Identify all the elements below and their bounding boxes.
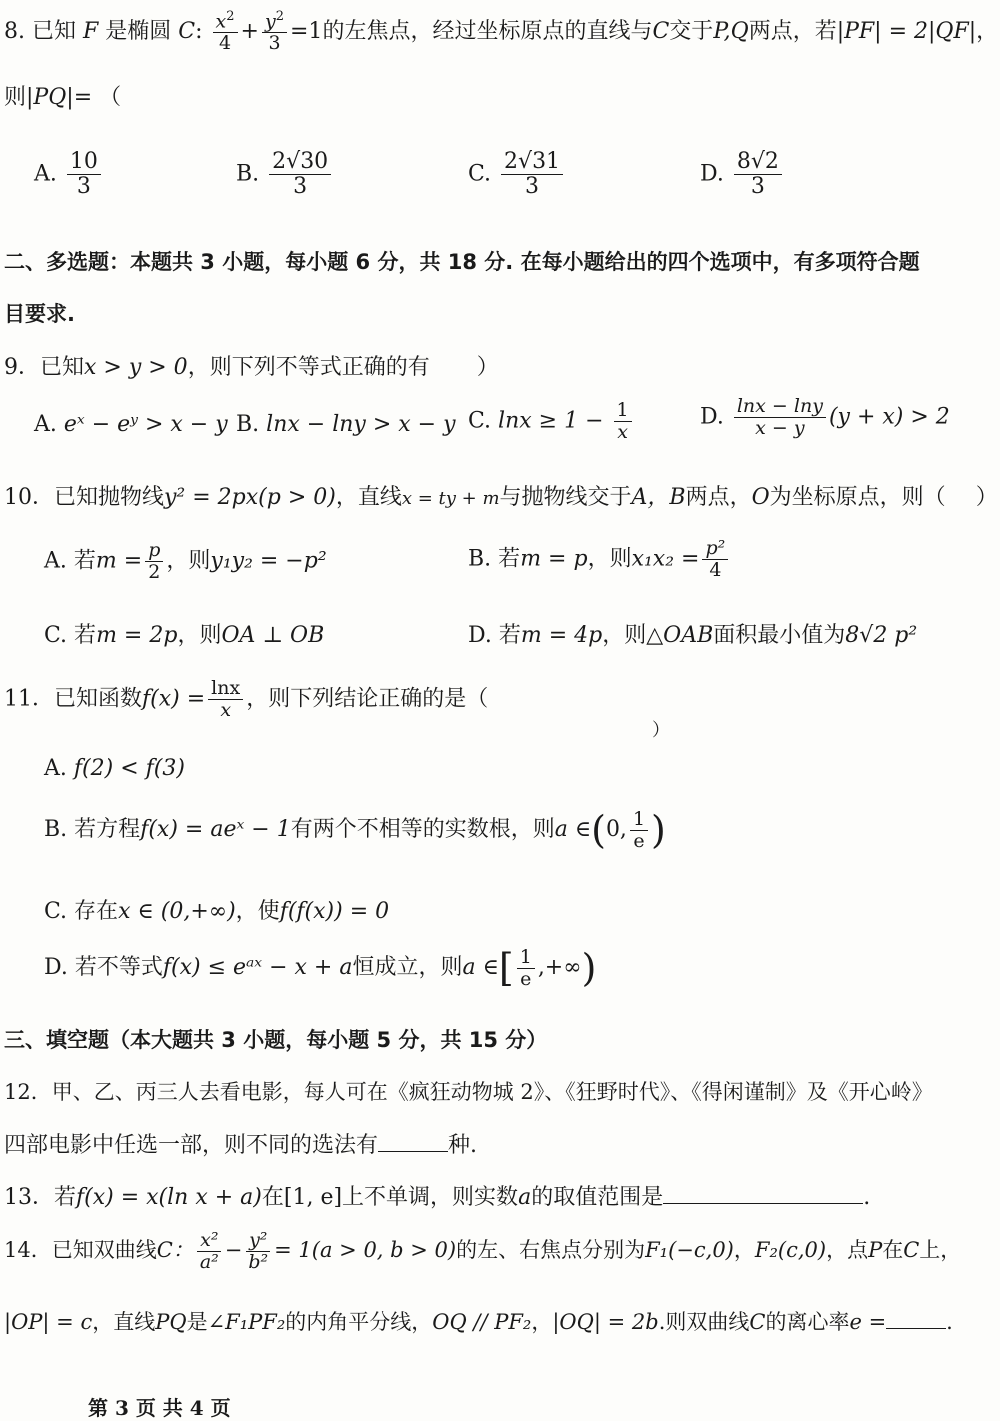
frac-den: 3 (76, 174, 91, 200)
q8-var-C: C (652, 19, 670, 45)
option-text: 若 (73, 548, 96, 574)
option-expr: △OAB (646, 623, 714, 648)
q10-option-b[interactable] (468, 538, 731, 581)
frac-den: 3 (525, 174, 540, 200)
q14-text: 是 (186, 1310, 208, 1334)
option-label: B. (44, 817, 68, 842)
q8-frac-num: y (264, 10, 276, 33)
q10-line-eq: x = ty + m (401, 488, 500, 509)
frac-num: x² (197, 1230, 221, 1252)
q14-curve-ref: C (903, 1237, 920, 1262)
option-text: 若 (498, 546, 521, 572)
option-expr: 8√2 p² (845, 623, 918, 648)
q8-frac-num: x (215, 10, 227, 33)
option-label: B. (468, 546, 492, 572)
q13-var-a: a (518, 1185, 532, 1210)
option-fraction (269, 150, 331, 199)
frac-num: 1 (517, 947, 535, 969)
q8-var-F: F (83, 19, 99, 45)
q10-stem (4, 480, 998, 511)
q11-option-a[interactable] (44, 756, 185, 781)
q14-focus2: F₂(c,0) (754, 1237, 827, 1262)
q8-text: 已知 (32, 19, 77, 45)
q11-text: ，则下列结论正确的是（ (246, 686, 489, 712)
q13-text: 13．若 (4, 1185, 76, 1210)
frac-num: y² (246, 1230, 270, 1252)
option-expr: (y + x) > 2 (828, 404, 950, 430)
option-label: D. (700, 404, 724, 430)
q8-var-C: C (178, 19, 196, 45)
answer-blank[interactable] (663, 1183, 863, 1204)
option-label: D. (468, 623, 492, 648)
frac-num: 1 (630, 809, 648, 831)
option-label: C. (468, 408, 492, 434)
q13-line (4, 1180, 870, 1211)
q10-points: A，B (631, 485, 686, 510)
paren-close: ) (581, 946, 597, 990)
q14-parallel: OQ // PF₂ (432, 1310, 532, 1334)
frac-den: x (220, 698, 232, 721)
q9-option-b[interactable] (236, 412, 456, 437)
q12-text: 种. (448, 1133, 478, 1158)
q14-text: ，点 (826, 1237, 869, 1262)
q10-parabola: y² = 2px(p > 0) (164, 485, 336, 510)
q8-frac-x: $\frac{x^2}{4}$ (213, 10, 238, 54)
q13-text: 的取值范围是 (531, 1185, 664, 1210)
frac-den: e (633, 829, 645, 852)
frac-num: p² (702, 538, 728, 560)
option-text: 恒成立，则 (352, 955, 463, 980)
option-expr: OA ⊥ OB (221, 623, 325, 648)
q9-paren: ） (476, 355, 499, 380)
q10-text: 与抛物线交于 (499, 485, 632, 510)
frac-den: a² (199, 1250, 219, 1273)
option-label: C. (468, 161, 492, 187)
option-label: A. (34, 412, 57, 437)
q8-text: ， (976, 19, 999, 45)
q8-text: 是椭圆 (105, 19, 172, 45)
option-label: C. (44, 623, 68, 648)
option-expr: a ∈ (554, 817, 592, 842)
option-expr: eˣ − eʸ > x − y (63, 412, 228, 437)
q8-condition: |PF| = 2|QF| (836, 19, 977, 45)
q8-frac-y: $\frac{y^2}{3}$ (262, 10, 287, 54)
q9-text: 9．已知 (4, 355, 84, 380)
q14-text: 的离心率 (765, 1310, 850, 1334)
q13-text: 在 (261, 1185, 284, 1210)
option-expr: f(x) ≤ eᵃˣ − x + a (162, 955, 353, 980)
q11-stem (4, 678, 488, 721)
q14-text: 的内角平分线， (285, 1310, 433, 1334)
section2-header-line1: 二、多选题：本题共 3 小题，每小题 6 分，共 18 分. 在每小题给出的四个选项中，有多项符合题 (4, 250, 920, 274)
q11-func: f(x) = (142, 686, 206, 712)
section3-header: 三、填空题（本大题共 3 小题，每小题 5 分，共 15 分） (4, 1028, 548, 1052)
option-fraction (501, 150, 563, 199)
frac-num: 2√30 (269, 150, 331, 175)
option-expr: 0, (605, 817, 627, 842)
option-text: ，使 (235, 899, 280, 924)
q8-option-b[interactable] (236, 150, 334, 199)
frac-num: 1 (614, 400, 632, 422)
q9-text: ，则下列不等式正确的有 (187, 355, 430, 380)
q8-number: 8. (4, 19, 25, 45)
q8-option-d[interactable] (700, 150, 785, 199)
q8-eq: =1 (290, 19, 323, 45)
option-fraction (734, 396, 826, 439)
option-text: 面积最小值为 (713, 623, 846, 648)
q10-text: ，直线 (335, 485, 402, 510)
q9-option-c[interactable] (468, 400, 635, 443)
q11-option-c[interactable] (44, 894, 389, 925)
option-label: A. (44, 756, 67, 781)
q14-text: ， (531, 1310, 553, 1334)
option-expr: lnx ≥ 1 − (498, 408, 604, 434)
q8-text: 则 (4, 85, 27, 110)
answer-blank[interactable] (886, 1308, 946, 1329)
frac-den: x − y (755, 416, 805, 439)
frac-den: 3 (293, 174, 308, 200)
option-fraction (734, 150, 782, 199)
q14-point-P: P (868, 1237, 883, 1262)
option-label: B. (236, 161, 260, 187)
option-label: A. (44, 548, 67, 574)
q14-angle: ∠F₁PF₂ (207, 1310, 286, 1334)
q14-line-PQ: PQ (155, 1310, 187, 1334)
paren-close: ) (651, 808, 666, 852)
q9-option-a[interactable] (34, 412, 228, 437)
option-label: D. (700, 161, 724, 187)
q12-line2 (4, 1128, 477, 1159)
option-label: A. (34, 161, 57, 187)
q10-option-d[interactable] (468, 618, 917, 649)
frac-num: 8√2 (734, 150, 782, 175)
option-expr: x ∈ (0,+∞) (118, 899, 236, 924)
q11-option-b[interactable] (44, 808, 666, 852)
frac-den: e (520, 967, 532, 990)
frac-num: 2√31 (501, 150, 563, 175)
option-expr: a ∈ (462, 955, 499, 980)
q8-text: 的左焦点，经过坐标原点的直线与 (322, 19, 653, 45)
answer-blank[interactable] (378, 1131, 448, 1152)
q14-text: . (946, 1310, 953, 1334)
option-text: 若方程 (74, 817, 141, 842)
option-expr: ,+∞ (537, 955, 582, 980)
q8-text: 两点，若 (748, 19, 837, 45)
q14-text: ，直线 (92, 1310, 156, 1334)
q10-text: 两点， (685, 485, 752, 510)
q11-fraction (208, 678, 243, 721)
option-expr: m = 2p (96, 623, 178, 648)
q8-text: 交于 (669, 19, 714, 45)
option-expr: x₁x₂ = (631, 546, 700, 572)
q14-text: .则双曲线 (658, 1310, 750, 1334)
option-expr: f(2) < f(3) (73, 756, 185, 781)
q10-option-a[interactable] (44, 540, 327, 583)
q12-line1: 12．甲、乙、丙三人去看电影，每人可在《疯狂动物城 2》、《狂野时代》、《得闲谨制》及《开心岭》 (4, 1080, 933, 1104)
q14-eq: = 1(a > 0, b > 0) (274, 1237, 457, 1262)
page-footer: 第 3 页 共 4 页 (88, 1396, 231, 1420)
q14-line1: 14．已知双曲线C： $\frac{\text{x²}}{\text{a²}}$ − $\frac{\text{y²}}{\text{b²}}$ = 1(a > 0, b > 0)的左、右焦点分别为F₁(−c,0)，F₂(c,0)，点P在C上， (4, 1229, 962, 1273)
q8-var-PQ: P,Q (713, 19, 749, 45)
q14-line2 (4, 1306, 953, 1336)
option-expr: f(x) = aeˣ − 1 (140, 817, 291, 842)
section2-header-line2: 目要求. (4, 302, 75, 326)
q10-origin: O (751, 485, 770, 510)
q9-stem (4, 350, 499, 381)
frac-den: x (617, 420, 628, 443)
q14-text: 的左、右焦点分别为 (456, 1237, 646, 1262)
q14-OP: |OP| = c (4, 1310, 93, 1334)
option-expr: f(f(x)) = 0 (279, 899, 390, 924)
q11-paren: ） (652, 720, 670, 741)
option-text: ，则 (166, 548, 211, 574)
option-fraction (517, 947, 535, 990)
option-expr: m = 4p (520, 623, 603, 648)
option-fraction (702, 538, 728, 581)
q11-text: 11．已知函数 (4, 686, 142, 712)
q8-option-a[interactable] (34, 150, 104, 199)
q8-frac-den: 4 (219, 32, 232, 55)
option-label: D. (44, 955, 68, 980)
option-expr: m = p (520, 546, 588, 572)
option-text: 存在 (74, 899, 119, 924)
q14-text: ， (733, 1237, 755, 1262)
option-fraction (67, 150, 101, 199)
option-expr: m = (95, 548, 143, 574)
q10-text: 为坐标原点，则（ (769, 485, 946, 510)
option-fraction (630, 809, 648, 852)
frac-num: lnx (208, 678, 243, 700)
q12-text: 四部电影中任选一部，则不同的选法有 (4, 1133, 379, 1158)
option-text: 若不等式 (74, 955, 163, 980)
option-label: B. (236, 412, 260, 437)
option-expr: lnx − lny > x − y (266, 412, 456, 437)
q14-fraction-y (245, 1230, 271, 1273)
q8-text: = （ (73, 85, 122, 110)
q14-curve: C： (156, 1237, 194, 1262)
q14-text: 14．已知双曲线 (4, 1237, 157, 1262)
q8-frac-den: 3 (268, 32, 281, 55)
frac-num: lnx − lny (734, 396, 826, 418)
q13-interval: [1, e] (283, 1185, 343, 1210)
q8-option-c[interactable] (468, 150, 566, 199)
bracket-open: [ (498, 946, 514, 990)
q8-line2 (4, 80, 121, 111)
option-text: 有两个不相等的实数根，则 (290, 817, 555, 842)
option-text: ，则 (177, 623, 222, 648)
q9-condition: x > y > 0 (84, 355, 188, 380)
option-fraction (614, 400, 632, 443)
option-text: ，则 (602, 623, 647, 648)
q9-option-d[interactable] (700, 396, 950, 439)
q10-text: 10．已知抛物线 (4, 485, 164, 510)
option-label: C. (44, 899, 68, 924)
option-text: ，则 (587, 546, 632, 572)
q10-paren: ） (975, 485, 998, 510)
q13-text: 上不单调，则实数 (342, 1185, 519, 1210)
frac-den: 4 (709, 558, 722, 581)
option-text: 若 (74, 623, 97, 648)
q11-option-d[interactable] (44, 946, 596, 990)
q8-PQ-abs: |PQ| (26, 85, 74, 110)
q8-line1: 8. 已知 F 是椭圆 C: $\frac{x^2}{4}$ + $\frac{y^2}{3}$ =1的左焦点，经过坐标原点的直线与C交于P,Q两点，若|PF| = 2|QF|， (4, 9, 999, 55)
frac-den: b² (248, 1250, 269, 1273)
frac-den: 2 (148, 560, 161, 583)
q14-eccentricity: e = (849, 1310, 887, 1334)
option-text: 若 (498, 623, 521, 648)
q13-func: f(x) = x(ln x + a) (76, 1185, 262, 1210)
q14-focus1: F₁(−c,0) (645, 1237, 734, 1262)
frac-num: p (145, 540, 163, 562)
option-fraction (145, 540, 163, 583)
frac-num: 10 (67, 150, 101, 175)
q14-text: 在 (882, 1237, 904, 1262)
q14-curve-ref: C (749, 1310, 766, 1334)
q10-option-c[interactable] (44, 618, 324, 649)
frac-den: 3 (750, 174, 765, 200)
q14-text: 上， (919, 1237, 962, 1262)
option-expr: y₁y₂ = −p² (210, 548, 327, 574)
q13-text: . (863, 1185, 871, 1210)
q14-fraction-x (197, 1230, 222, 1273)
paren-open: ( (591, 808, 606, 852)
q14-OQ: |OQ| = 2b (552, 1310, 659, 1334)
